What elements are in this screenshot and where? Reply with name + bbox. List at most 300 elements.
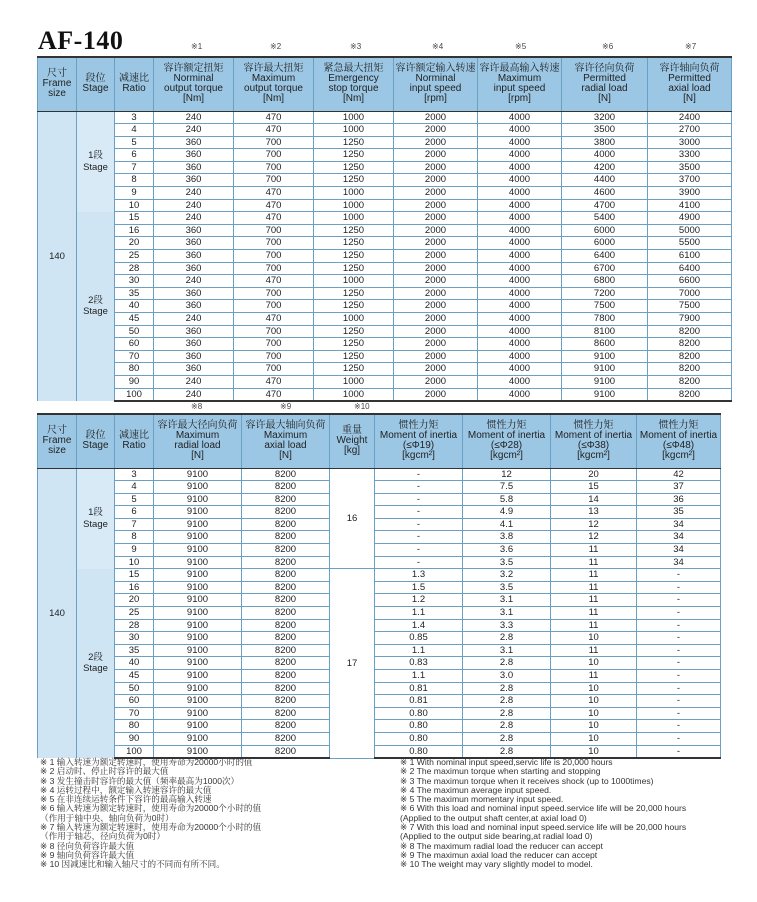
spec-table-performance bbox=[37, 56, 732, 402]
value-cell: 2000 bbox=[394, 212, 478, 225]
header-col: 惯性力矩 Moment of inertia (≤Φ19) [kgcm²] bbox=[375, 414, 463, 468]
value-cell: 1250 bbox=[314, 262, 394, 275]
footnote-line: ※ 3 发生撞击时容许的最大值（频率最高为1000次） bbox=[40, 775, 240, 786]
value-cell: 3.3 bbox=[463, 619, 551, 632]
table-row bbox=[38, 670, 721, 683]
value-cell: 1.1 bbox=[375, 607, 463, 620]
value-cell: 5500 bbox=[648, 237, 732, 250]
value-cell: - bbox=[375, 506, 463, 519]
value-cell: 9100 bbox=[154, 544, 242, 557]
value-cell: 4000 bbox=[478, 275, 562, 288]
value-cell: - bbox=[637, 569, 721, 582]
value-cell: 0.83 bbox=[375, 657, 463, 670]
value-cell: 470 bbox=[234, 313, 314, 326]
table-row bbox=[38, 363, 732, 376]
footnote-line: ※ 2 The maximun torque when starting and stopping bbox=[400, 766, 601, 777]
value-cell: 2000 bbox=[394, 174, 478, 187]
value-cell: 700 bbox=[234, 363, 314, 376]
value-cell: 1.1 bbox=[375, 644, 463, 657]
value-cell: 2.8 bbox=[463, 732, 551, 745]
value-cell: - bbox=[375, 556, 463, 569]
value-cell: 11 bbox=[551, 594, 637, 607]
value-cell: 1000 bbox=[314, 375, 394, 388]
table-row bbox=[38, 275, 732, 288]
value-cell: 3.8 bbox=[463, 531, 551, 544]
value-cell: 360 bbox=[154, 350, 234, 363]
value-cell: 4000 bbox=[478, 350, 562, 363]
value-cell: - bbox=[637, 644, 721, 657]
ratio-cell: 28 bbox=[115, 619, 154, 632]
value-cell: - bbox=[637, 581, 721, 594]
value-cell: 4000 bbox=[478, 287, 562, 300]
frame-size-cell: 140 bbox=[38, 468, 77, 758]
value-cell: 470 bbox=[234, 375, 314, 388]
value-cell: 1250 bbox=[314, 325, 394, 338]
header-col: 容许最大扭矩 Maximum output torque [Nm] bbox=[234, 57, 314, 111]
value-cell: 4400 bbox=[562, 174, 648, 187]
value-cell: 240 bbox=[154, 124, 234, 137]
value-cell: - bbox=[637, 657, 721, 670]
ratio-cell: 80 bbox=[115, 720, 154, 733]
value-cell: 700 bbox=[234, 224, 314, 237]
frame-size-cell: 140 bbox=[38, 111, 77, 401]
value-cell: 8200 bbox=[648, 363, 732, 376]
header-stage: 段位 Stage bbox=[77, 414, 115, 468]
value-cell: 9100 bbox=[154, 632, 242, 645]
value-cell: 470 bbox=[234, 111, 314, 124]
value-cell: - bbox=[375, 531, 463, 544]
table-row bbox=[38, 569, 721, 582]
value-cell: 6000 bbox=[562, 237, 648, 250]
value-cell: 700 bbox=[234, 338, 314, 351]
ratio-cell: 7 bbox=[115, 161, 154, 174]
value-cell: 35 bbox=[637, 506, 721, 519]
value-cell: 4000 bbox=[478, 262, 562, 275]
value-cell: - bbox=[637, 745, 721, 758]
value-cell: 1000 bbox=[314, 275, 394, 288]
ratio-cell: 28 bbox=[115, 262, 154, 275]
value-cell: 2000 bbox=[394, 237, 478, 250]
value-cell: 11 bbox=[551, 619, 637, 632]
value-cell: 12 bbox=[551, 518, 637, 531]
value-cell: 0.80 bbox=[375, 707, 463, 720]
value-cell: 1000 bbox=[314, 199, 394, 212]
value-cell: 8200 bbox=[242, 481, 330, 494]
footnote-mark: ※10 bbox=[354, 402, 370, 411]
table-row bbox=[38, 607, 721, 620]
ratio-cell: 50 bbox=[115, 325, 154, 338]
value-cell: 8200 bbox=[242, 569, 330, 582]
ratio-cell: 8 bbox=[115, 174, 154, 187]
header-col: 容许最高输入转速 Maximum input speed [rpm] bbox=[478, 57, 562, 111]
table-row bbox=[38, 224, 732, 237]
footnotes-chinese bbox=[40, 758, 261, 870]
ratio-cell: 9 bbox=[115, 187, 154, 200]
value-cell: 2000 bbox=[394, 300, 478, 313]
value-cell: 360 bbox=[154, 237, 234, 250]
value-cell: 8200 bbox=[648, 375, 732, 388]
header-frame-size: 尺寸 Frame size bbox=[38, 414, 77, 468]
value-cell: 10 bbox=[551, 720, 637, 733]
value-cell: 11 bbox=[551, 670, 637, 683]
value-cell: 4100 bbox=[648, 199, 732, 212]
value-cell: 8200 bbox=[242, 695, 330, 708]
table-row bbox=[38, 124, 732, 137]
ratio-cell: 15 bbox=[115, 569, 154, 582]
value-cell: - bbox=[375, 493, 463, 506]
ratio-cell: 4 bbox=[115, 481, 154, 494]
header-col: 容许径向负荷 Permitted radial load [N] bbox=[562, 57, 648, 111]
value-cell: 9100 bbox=[154, 745, 242, 758]
value-cell: 9100 bbox=[154, 644, 242, 657]
value-cell: 3700 bbox=[648, 174, 732, 187]
ratio-cell: 3 bbox=[115, 111, 154, 124]
value-cell: 240 bbox=[154, 375, 234, 388]
value-cell: - bbox=[637, 619, 721, 632]
value-cell: 3.2 bbox=[463, 569, 551, 582]
footnote-line: ※ 6 With this load and nominal input speed.service life will be 20,000 hours bbox=[400, 803, 687, 814]
value-cell: - bbox=[637, 607, 721, 620]
footnote-mark: ※9 bbox=[280, 402, 292, 411]
header-frame-size: 尺寸 Frame size bbox=[38, 57, 77, 111]
value-cell: 4000 bbox=[478, 325, 562, 338]
footnote-line: ※ 5 在非连续运转条件下容许的最高输入转速 bbox=[40, 794, 212, 805]
value-cell: 3.6 bbox=[463, 544, 551, 557]
value-cell: 360 bbox=[154, 287, 234, 300]
table-row bbox=[38, 388, 732, 401]
value-cell: 1.4 bbox=[375, 619, 463, 632]
ratio-cell: 70 bbox=[115, 350, 154, 363]
value-cell: 8200 bbox=[242, 670, 330, 683]
table-header-row bbox=[38, 57, 732, 111]
value-cell: 1.5 bbox=[375, 581, 463, 594]
value-cell: 1250 bbox=[314, 237, 394, 250]
value-cell: 3500 bbox=[562, 124, 648, 137]
value-cell: 240 bbox=[154, 212, 234, 225]
table-row bbox=[38, 644, 721, 657]
value-cell: 9100 bbox=[154, 581, 242, 594]
value-cell: 1250 bbox=[314, 161, 394, 174]
value-cell: 8200 bbox=[242, 544, 330, 557]
value-cell: 700 bbox=[234, 262, 314, 275]
value-cell: 4000 bbox=[478, 124, 562, 137]
value-cell: 7500 bbox=[562, 300, 648, 313]
value-cell: 240 bbox=[154, 187, 234, 200]
ratio-cell: 35 bbox=[115, 287, 154, 300]
footnote-line: （作用于轴中央、轴向负荷为0时） bbox=[40, 812, 174, 823]
spec-table-load-inertia bbox=[37, 413, 721, 759]
stage-label-cn: 1段 bbox=[88, 150, 103, 162]
value-cell: 6400 bbox=[648, 262, 732, 275]
value-cell: 3.1 bbox=[463, 607, 551, 620]
value-cell: 360 bbox=[154, 250, 234, 263]
ratio-cell: 40 bbox=[115, 657, 154, 670]
value-cell: 34 bbox=[637, 544, 721, 557]
value-cell: 6700 bbox=[562, 262, 648, 275]
value-cell: 8200 bbox=[242, 581, 330, 594]
table-row bbox=[38, 325, 732, 338]
value-cell: 240 bbox=[154, 111, 234, 124]
value-cell: 9100 bbox=[154, 594, 242, 607]
value-cell: 4000 bbox=[478, 136, 562, 149]
value-cell: 9100 bbox=[154, 720, 242, 733]
table-row bbox=[38, 594, 721, 607]
footnote-line: ※ 1 With nominal input speed,servic life is 20,000 hours bbox=[400, 757, 613, 767]
value-cell: 4000 bbox=[478, 300, 562, 313]
value-cell: 7800 bbox=[562, 313, 648, 326]
value-cell: 470 bbox=[234, 199, 314, 212]
value-cell: 12 bbox=[463, 468, 551, 481]
value-cell: - bbox=[637, 670, 721, 683]
page-title: AF-140 bbox=[38, 26, 124, 55]
weight-cell: 16 bbox=[330, 468, 375, 569]
ratio-cell: 40 bbox=[115, 300, 154, 313]
value-cell: 15 bbox=[551, 481, 637, 494]
ratio-cell: 100 bbox=[115, 745, 154, 758]
value-cell: 8200 bbox=[242, 556, 330, 569]
value-cell: 9100 bbox=[154, 468, 242, 481]
value-cell: 1250 bbox=[314, 350, 394, 363]
value-cell: 2.8 bbox=[463, 720, 551, 733]
value-cell: 360 bbox=[154, 224, 234, 237]
value-cell: 8200 bbox=[242, 607, 330, 620]
table-row bbox=[38, 481, 721, 494]
footnote-line: ※ 4 运转过程中，额定输入转速容许的最大值 bbox=[40, 784, 212, 795]
value-cell: 6800 bbox=[562, 275, 648, 288]
value-cell: 9100 bbox=[154, 657, 242, 670]
value-cell: 9100 bbox=[154, 682, 242, 695]
table-row bbox=[38, 149, 732, 162]
table-row bbox=[38, 720, 721, 733]
value-cell: 3200 bbox=[562, 111, 648, 124]
footnote-line: (Applied to the output side bearing,at radial load 0) bbox=[400, 831, 593, 842]
value-cell: 8200 bbox=[242, 518, 330, 531]
value-cell: - bbox=[375, 518, 463, 531]
value-cell: 2000 bbox=[394, 275, 478, 288]
value-cell: 7.5 bbox=[463, 481, 551, 494]
value-cell: 10 bbox=[551, 732, 637, 745]
value-cell: 10 bbox=[551, 695, 637, 708]
value-cell: 4000 bbox=[478, 250, 562, 263]
value-cell: 2.8 bbox=[463, 682, 551, 695]
value-cell: 2000 bbox=[394, 199, 478, 212]
value-cell: 8200 bbox=[242, 707, 330, 720]
value-cell: 4200 bbox=[562, 161, 648, 174]
value-cell: 700 bbox=[234, 174, 314, 187]
value-cell: 470 bbox=[234, 187, 314, 200]
table-row bbox=[38, 732, 721, 745]
stage-label-en: Stage bbox=[83, 663, 108, 675]
value-cell: - bbox=[375, 544, 463, 557]
value-cell: 9100 bbox=[154, 732, 242, 745]
value-cell: 4000 bbox=[478, 199, 562, 212]
ratio-cell: 60 bbox=[115, 338, 154, 351]
table-row bbox=[38, 237, 732, 250]
table-row bbox=[38, 707, 721, 720]
value-cell: 7900 bbox=[648, 313, 732, 326]
value-cell: 4000 bbox=[478, 111, 562, 124]
value-cell: 0.81 bbox=[375, 695, 463, 708]
value-cell: 700 bbox=[234, 237, 314, 250]
value-cell: 4000 bbox=[478, 313, 562, 326]
value-cell: 7000 bbox=[648, 287, 732, 300]
header-col: 容许最大径向负荷 Maximum radial load [N] bbox=[154, 414, 242, 468]
table-row bbox=[38, 468, 721, 481]
footnote-line: （作用于轴芯，径向负荷为0时） bbox=[40, 831, 166, 842]
value-cell: 2000 bbox=[394, 149, 478, 162]
value-cell: 1000 bbox=[314, 313, 394, 326]
table-row bbox=[38, 136, 732, 149]
stage-label-en: Stage bbox=[83, 306, 108, 318]
value-cell: 9100 bbox=[562, 363, 648, 376]
ratio-cell: 15 bbox=[115, 212, 154, 225]
value-cell: 1000 bbox=[314, 212, 394, 225]
value-cell: 8200 bbox=[242, 657, 330, 670]
value-cell: 2000 bbox=[394, 388, 478, 401]
table-row bbox=[38, 682, 721, 695]
value-cell: 8200 bbox=[648, 388, 732, 401]
value-cell: 2.8 bbox=[463, 745, 551, 758]
value-cell: 2000 bbox=[394, 161, 478, 174]
value-cell: 10 bbox=[551, 707, 637, 720]
table-row bbox=[38, 287, 732, 300]
value-cell: 360 bbox=[154, 161, 234, 174]
value-cell: 2.8 bbox=[463, 707, 551, 720]
value-cell: 360 bbox=[154, 262, 234, 275]
header-col: 容许额定扭矩 Norminal output torque [Nm] bbox=[154, 57, 234, 111]
value-cell: 2000 bbox=[394, 375, 478, 388]
value-cell: 1.1 bbox=[375, 670, 463, 683]
value-cell: 3000 bbox=[648, 136, 732, 149]
value-cell: 9100 bbox=[154, 607, 242, 620]
table-row bbox=[38, 632, 721, 645]
value-cell: 700 bbox=[234, 300, 314, 313]
value-cell: 1250 bbox=[314, 363, 394, 376]
value-cell: 4.9 bbox=[463, 506, 551, 519]
stage-cell bbox=[77, 212, 115, 401]
value-cell: 2000 bbox=[394, 136, 478, 149]
value-cell: 1000 bbox=[314, 111, 394, 124]
table-row bbox=[38, 199, 732, 212]
footnote-mark: ※8 bbox=[191, 402, 203, 411]
value-cell: 0.80 bbox=[375, 720, 463, 733]
value-cell: 11 bbox=[551, 569, 637, 582]
value-cell: 34 bbox=[637, 531, 721, 544]
table-row bbox=[38, 556, 721, 569]
header-col: 容许额定输入转速 Norminal input speed [rpm] bbox=[394, 57, 478, 111]
value-cell: 2000 bbox=[394, 124, 478, 137]
weight-cell: 17 bbox=[330, 569, 375, 758]
table-row bbox=[38, 619, 721, 632]
value-cell: 4600 bbox=[562, 187, 648, 200]
table-row bbox=[38, 300, 732, 313]
value-cell: 9100 bbox=[154, 569, 242, 582]
ratio-cell: 20 bbox=[115, 237, 154, 250]
value-cell: 8200 bbox=[242, 632, 330, 645]
value-cell: 8200 bbox=[242, 682, 330, 695]
value-cell: 7200 bbox=[562, 287, 648, 300]
value-cell: - bbox=[637, 707, 721, 720]
value-cell: 34 bbox=[637, 556, 721, 569]
ratio-cell: 50 bbox=[115, 682, 154, 695]
ratio-cell: 6 bbox=[115, 149, 154, 162]
footnote-line: ※ 6 输入转速为额定转速时，使用寿命为20000个小时的值 bbox=[40, 803, 262, 814]
value-cell: 1250 bbox=[314, 338, 394, 351]
ratio-cell: 6 bbox=[115, 506, 154, 519]
value-cell: 8200 bbox=[242, 493, 330, 506]
value-cell: 360 bbox=[154, 300, 234, 313]
ratio-cell: 5 bbox=[115, 493, 154, 506]
table-row bbox=[38, 212, 732, 225]
ratio-cell: 90 bbox=[115, 732, 154, 745]
value-cell: 9100 bbox=[154, 670, 242, 683]
value-cell: 42 bbox=[637, 468, 721, 481]
value-cell: 2000 bbox=[394, 363, 478, 376]
value-cell: 10 bbox=[551, 682, 637, 695]
footnote-mark: ※1 bbox=[191, 42, 203, 51]
ratio-cell: 60 bbox=[115, 695, 154, 708]
table-row bbox=[38, 313, 732, 326]
value-cell: 1250 bbox=[314, 174, 394, 187]
footnote-mark: ※7 bbox=[685, 42, 697, 51]
value-cell: 3300 bbox=[648, 149, 732, 162]
value-cell: 700 bbox=[234, 325, 314, 338]
value-cell: 3.1 bbox=[463, 644, 551, 657]
value-cell: 11 bbox=[551, 581, 637, 594]
ratio-cell: 3 bbox=[115, 468, 154, 481]
footnote-line: ※ 10 The weight may vary slightly model to model. bbox=[400, 859, 593, 870]
value-cell: 10 bbox=[551, 632, 637, 645]
value-cell: 9100 bbox=[154, 695, 242, 708]
footnote-mark: ※6 bbox=[602, 42, 614, 51]
value-cell: 4000 bbox=[478, 338, 562, 351]
stage-label-cn: 2段 bbox=[88, 651, 103, 663]
value-cell: 8100 bbox=[562, 325, 648, 338]
value-cell: 14 bbox=[551, 493, 637, 506]
footnote-mark: ※2 bbox=[270, 42, 282, 51]
value-cell: 1250 bbox=[314, 149, 394, 162]
value-cell: 240 bbox=[154, 275, 234, 288]
value-cell: 470 bbox=[234, 388, 314, 401]
value-cell: 3.5 bbox=[463, 556, 551, 569]
table-row bbox=[38, 174, 732, 187]
value-cell: 700 bbox=[234, 149, 314, 162]
value-cell: 8200 bbox=[242, 619, 330, 632]
value-cell: 2.8 bbox=[463, 632, 551, 645]
value-cell: 11 bbox=[551, 556, 637, 569]
header-col: 容许最大轴向负荷 Maximum axial load [N] bbox=[242, 414, 330, 468]
value-cell: 8600 bbox=[562, 338, 648, 351]
table-row bbox=[38, 657, 721, 670]
ratio-cell: 10 bbox=[115, 556, 154, 569]
value-cell: 9100 bbox=[562, 388, 648, 401]
stage-cell bbox=[77, 569, 115, 758]
value-cell: 5.8 bbox=[463, 493, 551, 506]
footnote-line: ※ 8 The maximum radial load the reducer can accept bbox=[400, 840, 603, 851]
value-cell: 4000 bbox=[478, 237, 562, 250]
value-cell: 9100 bbox=[562, 375, 648, 388]
header-col: 惯性力矩 Moment of inertia (≤Φ48) [kgcm²] bbox=[637, 414, 721, 468]
footnotes-english bbox=[400, 758, 686, 870]
ratio-cell: 35 bbox=[115, 644, 154, 657]
footnote-line: ※ 9 轴向负荷容许最大值 bbox=[40, 849, 135, 860]
footnote-line: ※ 3 The maximun torque when it receives shock (up to 1000times) bbox=[400, 775, 654, 786]
footnote-line: ※ 2 启动时、停止时容许的最大值 bbox=[40, 766, 169, 777]
value-cell: 13 bbox=[551, 506, 637, 519]
value-cell: 360 bbox=[154, 325, 234, 338]
ratio-cell: 30 bbox=[115, 275, 154, 288]
value-cell: 0.80 bbox=[375, 732, 463, 745]
